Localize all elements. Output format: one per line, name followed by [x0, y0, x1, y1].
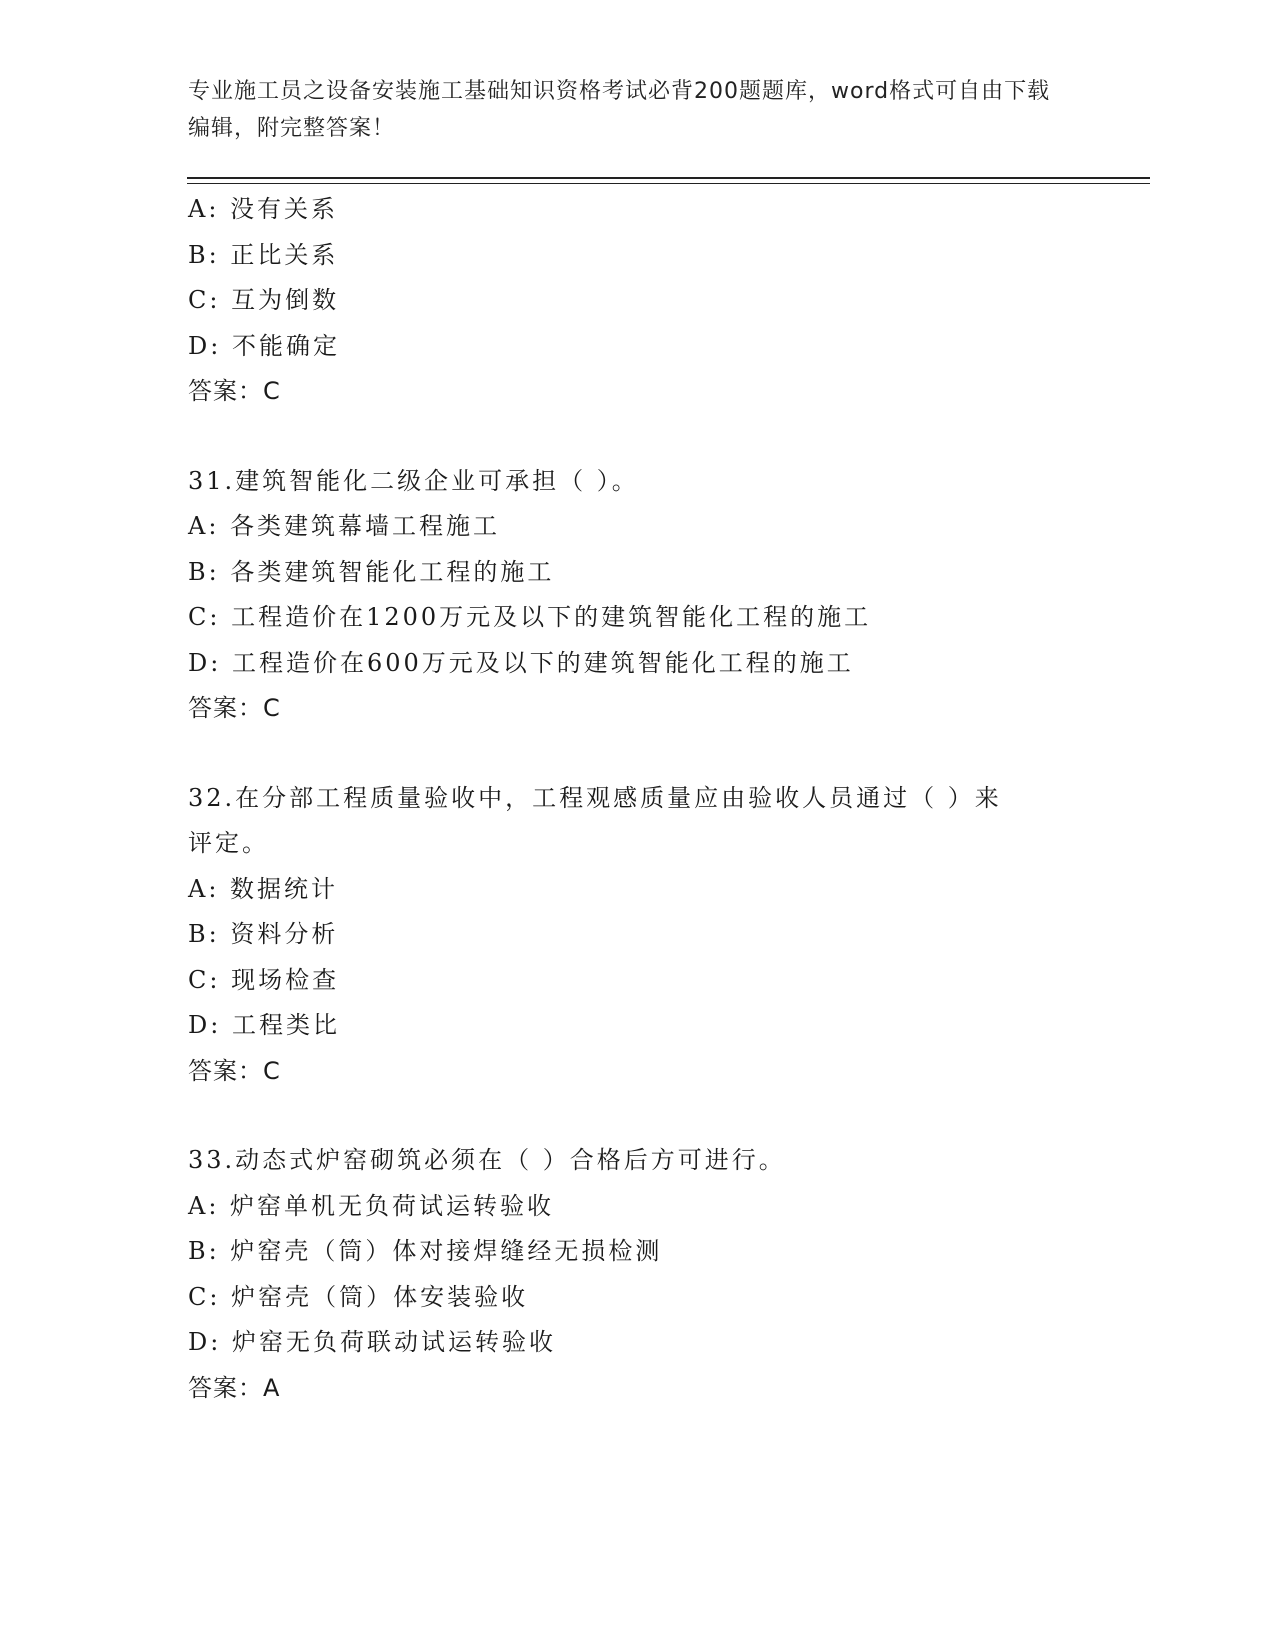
- question-31: [188, 459, 1128, 732]
- spacer: [188, 1094, 1128, 1138]
- spacer: [188, 415, 1128, 459]
- option-a: A: 没有关系: [188, 195, 339, 223]
- option-d: D: 炉窑无负荷联动试运转验收: [188, 1328, 556, 1356]
- option-c: C: 互为倒数: [188, 286, 340, 314]
- option-d: D: 不能确定: [188, 331, 340, 360]
- option-c: C: 现场检查: [188, 965, 340, 994]
- question-30-continuation: [188, 187, 1128, 415]
- question-32: [188, 776, 1128, 1095]
- question-33: [188, 1138, 1128, 1411]
- option-a: A: 炉窑单机无负荷试运转验收: [188, 1191, 555, 1220]
- option-a: A: 数据统计: [188, 874, 339, 903]
- header-divider-thin: [187, 183, 1150, 184]
- option-c: C: 炉窑壳（筒）体安装验收: [188, 1282, 529, 1311]
- option-d: D: 工程造价在600万元及以下的建筑智能化工程的施工: [188, 648, 854, 677]
- answer-line: 答案：C: [188, 694, 281, 722]
- option-b: B: 资料分析: [188, 920, 339, 948]
- question-stem: 31.建筑智能化二级企业可承担（ ）。: [188, 466, 639, 495]
- spacer: [188, 732, 1128, 776]
- option-b: B: 正比关系: [188, 240, 339, 269]
- answer-line: 答案：C: [188, 1056, 281, 1085]
- option-c: C: 工程造价在1200万元及以下的建筑智能化工程的施工: [188, 603, 872, 631]
- question-stem-continued: 评定。: [188, 829, 269, 857]
- answer-line: 答案：C: [188, 377, 281, 405]
- question-stem: 32.在分部工程质量验收中，工程观感质量应由验收人员通过（ ）来: [188, 783, 1002, 812]
- option-b: B: 炉窑壳（筒）体对接焊缝经无损检测: [188, 1237, 663, 1265]
- option-b: B: 各类建筑智能化工程的施工: [188, 557, 555, 586]
- header-divider: [187, 177, 1150, 179]
- answer-line: 答案：A: [188, 1373, 281, 1402]
- document-title: 专业施工员之设备安装施工基础知识资格考试必背200题题库，word格式可自由下载编辑，附完整答案！: [188, 79, 1051, 141]
- option-a: A: 各类建筑幕墙工程施工: [188, 512, 501, 540]
- option-d: D: 工程类比: [188, 1011, 340, 1039]
- question-content: [188, 187, 1128, 1411]
- question-stem: 33.动态式炉窑砌筑必须在（ ）合格后方可进行。: [188, 1146, 786, 1174]
